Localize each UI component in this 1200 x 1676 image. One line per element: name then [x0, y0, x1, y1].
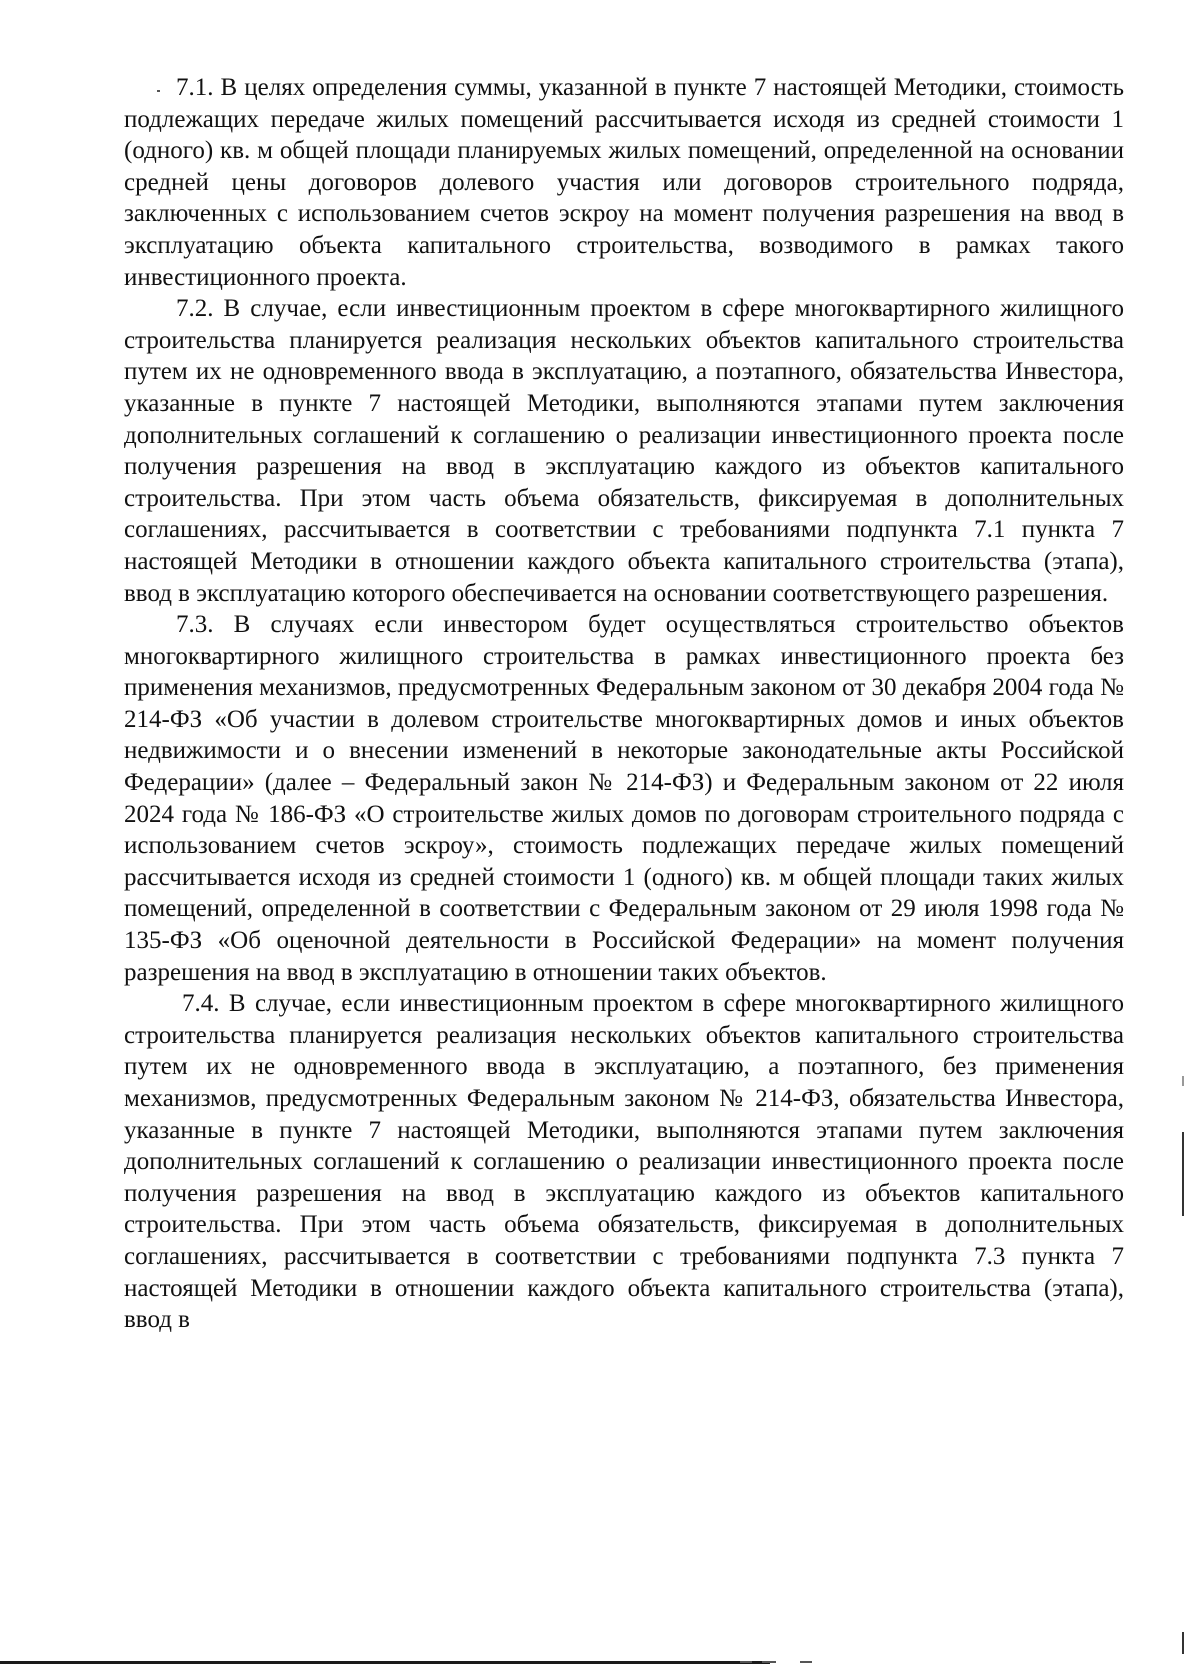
- paragraph-7-2: 7.2. В случае, если инвестиционным проектом в сфере многоквартирного жилищного строительства планируется реализация нескольких объектов капитального строительства путем их не одновременного ввода в эксплуатацию, а поэтапного, обязательства Инвестора, указанные в пункте 7 настоящей Методики, выполняются этапами путем заключения дополнительных соглашений к соглашению о реализации инвестиционного проекта после получения разрешения на ввод в эксплуатацию каждого из объектов капитального строительства. При этом часть объема обязательств, фиксируемая в дополнительных соглашениях, рассчитывается в соответствии с требованиями подпункта 7.1 пункта 7 настоящей Методики в отношении каждого объекта капитального строительства (этапа), ввод в эксплуатацию которого обеспечивается на основании соответствующего разрешения.: [124, 295, 1124, 607]
- scan-margin-mark: [1182, 1132, 1184, 1216]
- scan-bottom-edge-line: [0, 1661, 770, 1664]
- paragraph-7-4: 7.4. В случае, если инвестиционным проектом в сфере многоквартирного жилищного строительства планируется реализация нескольких объектов капитального строительства путем их не одновременного ввода в эксплуатацию, а поэтапного, без применения механизмов, предусмотренных Федеральным законом № 214-ФЗ, обязательства Инвестора, указанные в пункте 7 настоящей Методики, выполняются этапами путем заключения дополнительных соглашений к соглашению о реализации инвестиционного проекта после получения разрешения на ввод в эксплуатацию каждого из объектов капитального строительства. При этом часть объема обязательств, фиксируемая в дополнительных соглашениях, рассчитывается в соответствии с требованиями подпункта 7.3 пункта 7 настоящей Методики в отношении каждого объекта капитального строительства (этапа), ввод в: [124, 990, 1124, 1334]
- scan-margin-mark: [1182, 1632, 1184, 1654]
- paragraph-7-1: 7.1. В целях определения суммы, указанной в пункте 7 настоящей Методики, стоимость подлежащих передаче жилых помещений рассчитывается исходя из средней стоимости 1 (одного) кв. м общей площади планируемых жилых помещений, определенной на основании средней цены договоров долевого участия или договоров строительного подряда, заключенных с использованием счетов эскроу на момент получения разрешения на ввод в эксплуатацию объекта капитального строительства, возводимого в рамках такого инвестиционного проекта.: [124, 74, 1124, 291]
- paragraph-7-3: 7.3. В случаях если инвестором будет осуществляться строительство объектов многоквартирного жилищного строительства в рамках инвестиционного проекта без применения механизмов, предусмотренных Федеральным законом от 30 декабря 2004 года № 214-ФЗ «Об участии в долевом строительстве многоквартирных домов и иных объектов недвижимости и о внесении изменений в некоторые законодательные акты Российской Федерации» (далее – Федеральный закон № 214-ФЗ) и Федеральным законом от 22 июля 2024 года № 186-ФЗ «О строительстве жилых домов по договорам строительного подряда с использованием счетов эскроу», стоимость подлежащих передаче жилых помещений рассчитывается исходя из средней стоимости 1 (одного) кв. м общей площади таких жилых помещений, определенной в соответствии с Федеральным законом от 29 июля 1998 года № 135-ФЗ «Об оценочной деятельности в Российской Федерации» на момент получения разрешения на ввод в эксплуатацию в отношении таких объектов.: [124, 611, 1124, 986]
- scan-bottom-dash: [762, 1661, 776, 1663]
- document-body: [124, 72, 1124, 1336]
- scan-bottom-dash: [800, 1661, 812, 1663]
- scan-margin-mark: [1182, 1076, 1184, 1086]
- scan-bottom-dash: [740, 1661, 752, 1663]
